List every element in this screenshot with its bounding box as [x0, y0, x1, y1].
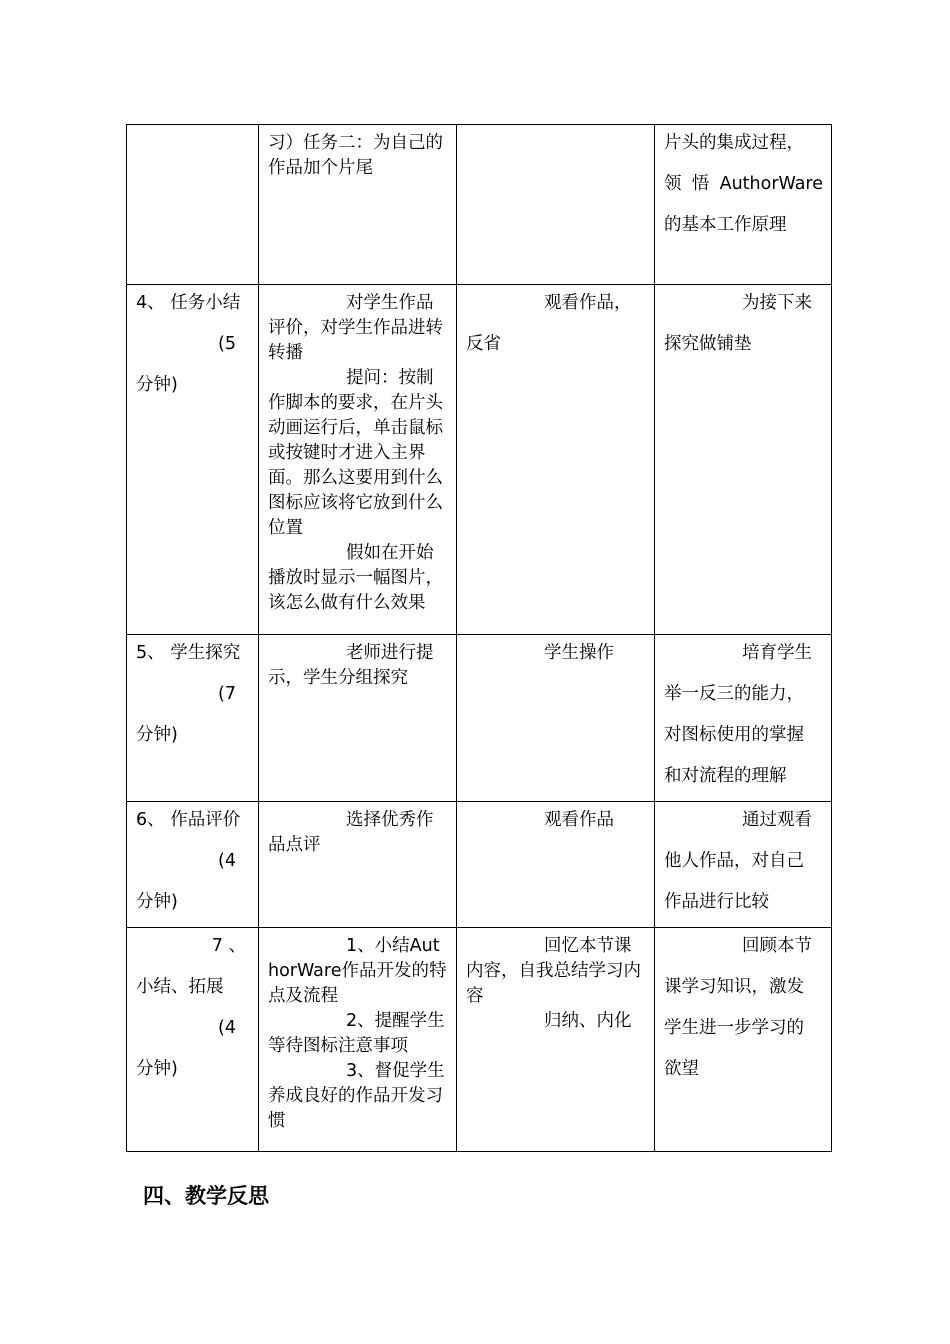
teacher-activity-text: 老师进行提示，学生分组探究: [268, 643, 434, 688]
student-activity-cell: [457, 928, 655, 1152]
stage-duration-number: (4: [218, 1018, 236, 1038]
table-row: [127, 802, 832, 928]
design-intent-line: 培育学生: [742, 643, 812, 663]
teacher-activity-text: 1、小结AuthorWare作品开发的特点及流程: [268, 936, 447, 1006]
table-row: [127, 125, 832, 285]
stage-title: 4、 任务小结: [136, 293, 241, 313]
design-intent-line: 课学习知识，激发: [664, 977, 804, 997]
student-activity-text: 观看作品: [544, 810, 614, 830]
teacher-activity-text: 3、督促学生养成良好的作品开发习惯: [268, 1061, 445, 1131]
student-activity-line: 观看作品，: [544, 293, 632, 313]
stage-cell: [127, 285, 259, 635]
teacher-activity-cell: [259, 285, 457, 635]
design-intent-line: 领 悟 AuthorWare: [664, 174, 823, 194]
student-activity-text: 学生操作: [544, 643, 614, 663]
teacher-activity-cell: [259, 125, 457, 285]
section-heading: 四、教学反思: [143, 1184, 269, 1208]
stage-cell: [127, 125, 259, 285]
teacher-activity-text: 2、提醒学生等待图标注意事项: [268, 1011, 445, 1056]
teacher-activity-text: 选择优秀作品点评: [268, 810, 434, 855]
teacher-activity-cell: [259, 802, 457, 928]
design-intent-line: 对图标使用的掌握: [664, 725, 804, 745]
teacher-activity-text: 提问：按制作脚本的要求，在片头动画运行后，单击鼠标或按键时才进入主界面。那么这要用到什么图标应该将它放到什么位置: [268, 368, 443, 538]
student-activity-line: 反省: [466, 334, 501, 354]
stage-cell: [127, 802, 259, 928]
student-activity-text: 回忆本节课内容，自我总结学习内容: [466, 936, 641, 1006]
stage-title: 小结、拓展: [136, 977, 224, 997]
stage-title: 5、 学生探究: [136, 643, 241, 663]
stage-duration-number: (4: [218, 851, 236, 871]
teacher-activity-text: 假如在开始播放时显示一幅图片，该怎么做有什么效果: [268, 543, 443, 613]
design-intent-line: 他人作品，对自己: [664, 851, 804, 871]
student-activity-text: 归纳、内化: [544, 1011, 632, 1031]
stage-duration-number: (7: [218, 684, 236, 704]
teacher-activity-text: 习）任务二：为自己的作品加个片尾: [268, 133, 443, 178]
stage-title: 6、 作品评价: [136, 810, 241, 830]
stage-cell: [127, 635, 259, 802]
design-intent-line: 学生进一步学习的: [664, 1018, 804, 1038]
design-intent-line: 通过观看: [742, 810, 812, 830]
table-row: [127, 635, 832, 802]
design-intent-cell: [655, 928, 832, 1152]
design-intent-cell: [655, 285, 832, 635]
stage-duration-unit: 分钟): [136, 375, 178, 395]
stage-duration-number: (5: [218, 334, 236, 354]
table-row: [127, 928, 832, 1152]
stage-duration-unit: 分钟): [136, 725, 178, 745]
teacher-activity-cell: [259, 928, 457, 1152]
design-intent-line: 欲望: [664, 1059, 699, 1079]
design-intent-cell: [655, 125, 832, 285]
teacher-activity-cell: [259, 635, 457, 802]
student-activity-cell: [457, 635, 655, 802]
table-row: [127, 285, 832, 635]
design-intent-line: 探究做铺垫: [664, 334, 752, 354]
stage-cell: [127, 928, 259, 1152]
design-intent-line: 回顾本节: [742, 936, 812, 956]
design-intent-cell: [655, 802, 832, 928]
stage-duration-unit: 分钟): [136, 1059, 178, 1079]
design-intent-line: 片头的集成过程，: [664, 133, 804, 153]
teacher-activity-text: 对学生作品评价，对学生作品进转转播: [268, 293, 443, 363]
design-intent-line: 作品进行比较: [664, 892, 769, 912]
stage-duration-unit: 分钟): [136, 892, 178, 912]
student-activity-cell: [457, 285, 655, 635]
design-intent-line: 和对流程的理解: [664, 766, 787, 786]
design-intent-cell: [655, 635, 832, 802]
student-activity-cell: [457, 802, 655, 928]
design-intent-line: 的基本工作原理: [664, 215, 787, 235]
stage-number: 7 、: [211, 936, 246, 956]
student-activity-cell: [457, 125, 655, 285]
lesson-plan-table: [126, 124, 832, 1152]
design-intent-line: 举一反三的能力，: [664, 684, 804, 704]
design-intent-line: 为接下来: [742, 293, 812, 313]
